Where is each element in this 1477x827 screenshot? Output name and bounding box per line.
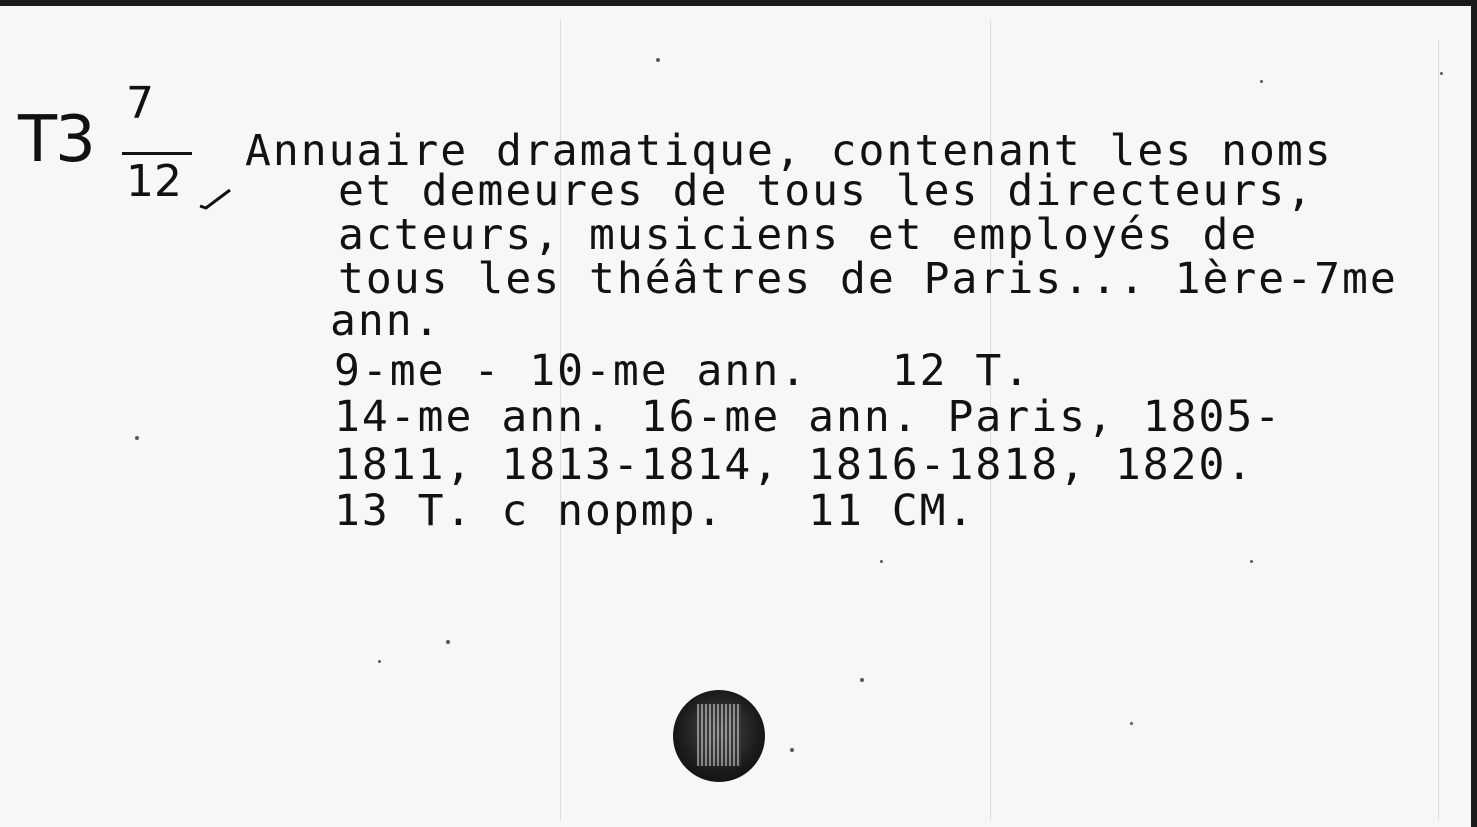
entry-line: ann. (330, 296, 442, 346)
speck (1250, 560, 1253, 563)
punch-hole (673, 690, 765, 782)
entry-line: acteurs, musiciens et employés de (338, 210, 1259, 260)
entry-line: 14-me ann. 16-me ann. Paris, 1805- (334, 392, 1283, 442)
entry-line: tous les théâtres de Paris... 1ère-7me (338, 254, 1398, 304)
entry-line: 1811, 1813-1814, 1816-1818, 1820. (334, 440, 1255, 490)
entry-line: 13 T. c nopmp. 11 CM. (334, 486, 976, 536)
entry-line: et demeures de tous les directeurs, (338, 166, 1315, 216)
speck (1260, 80, 1263, 83)
speck (135, 436, 139, 440)
entry-line: 9-me - 10-me ann. 12 T. (334, 346, 1032, 396)
speck (446, 640, 450, 644)
speck (790, 748, 794, 752)
shelfmark-prefix: T3 (18, 103, 94, 177)
punch-hole-texture (697, 704, 741, 766)
speck (860, 678, 864, 682)
speck (378, 660, 381, 663)
speck (1130, 722, 1133, 725)
speck (880, 560, 883, 563)
speck (656, 58, 660, 62)
shelfmark-denominator: 12 (126, 156, 182, 207)
speck (1440, 72, 1443, 75)
shelfmark-numerator: 7 (126, 78, 154, 129)
entry-line: Annuaire dramatique, contenant les noms (245, 126, 1333, 176)
